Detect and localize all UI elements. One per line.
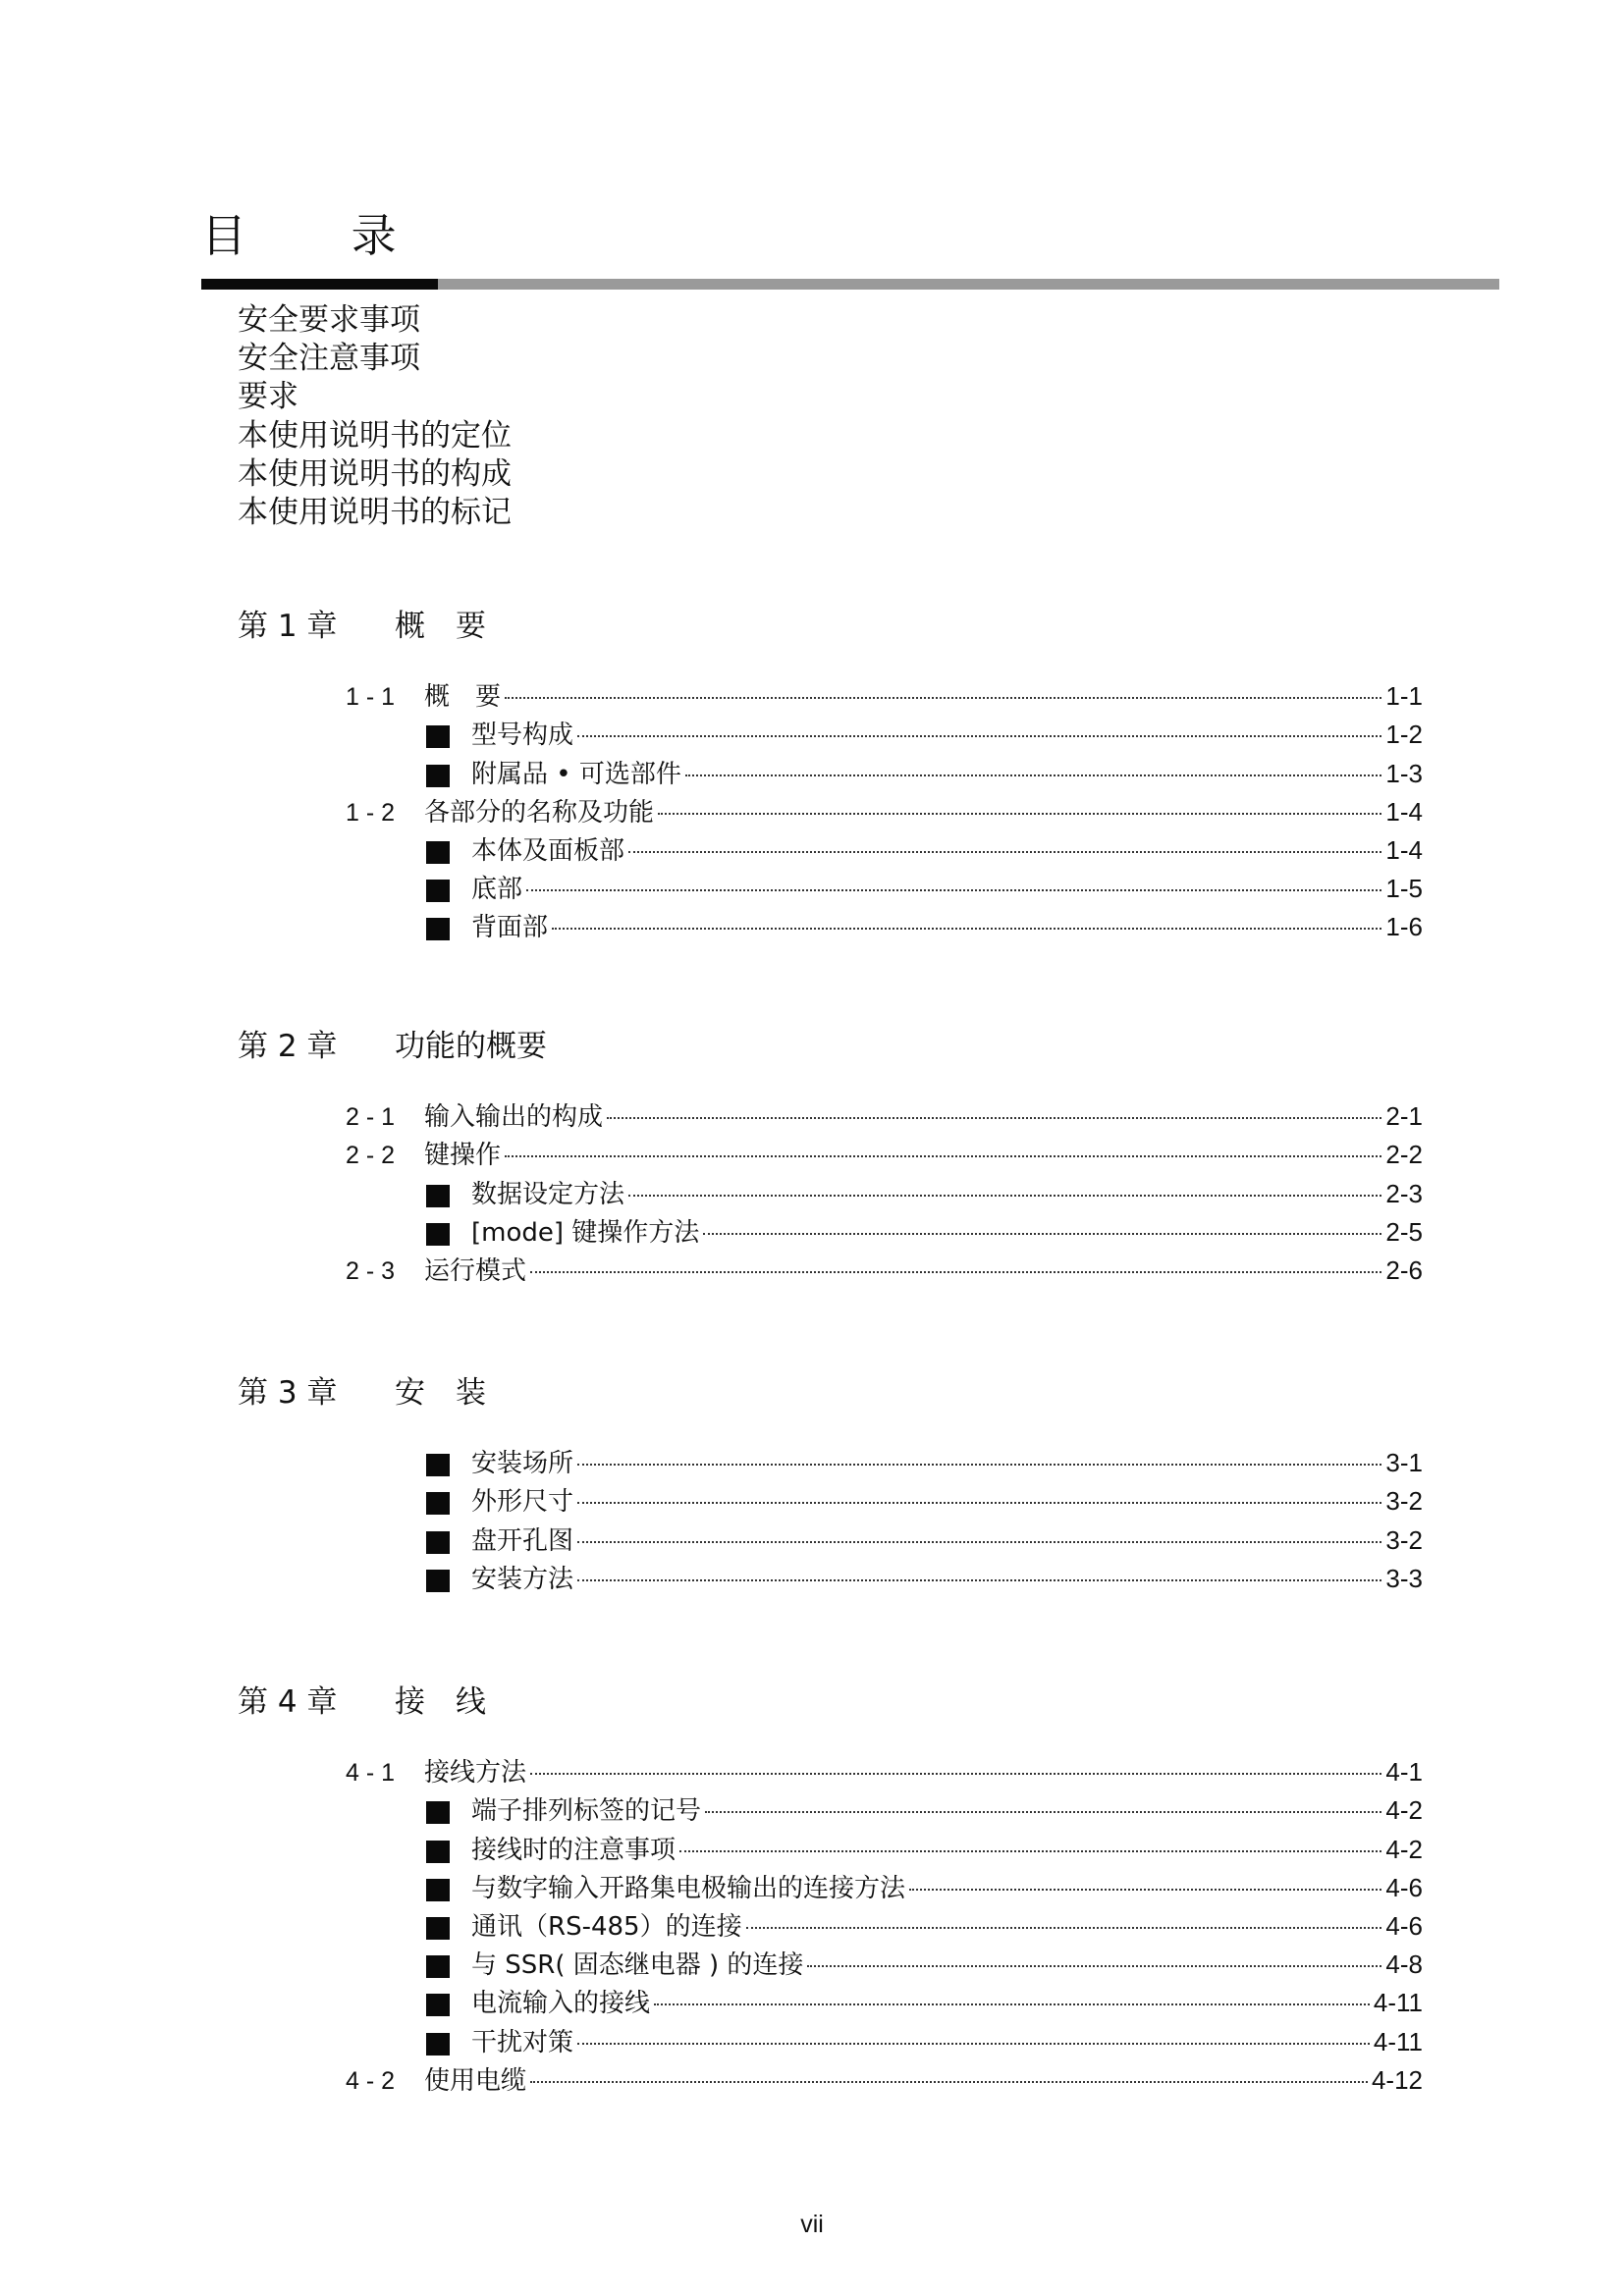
square-bullet-icon bbox=[426, 880, 450, 902]
toc-section-entry[interactable] bbox=[0, 793, 1624, 831]
square-bullet-icon bbox=[426, 918, 450, 940]
chapter-2 bbox=[0, 1027, 1624, 1290]
entry-text: 干扰对策 bbox=[471, 2027, 574, 2057]
entry-text: 接线方法 bbox=[424, 1758, 527, 1789]
entry-page-number: 4-6 bbox=[1385, 1910, 1423, 1941]
section-number: 2 - 1 bbox=[346, 1103, 396, 1132]
chapter-heading[interactable] bbox=[0, 607, 1624, 662]
entry-text: 底部 bbox=[471, 875, 523, 905]
entry-line bbox=[471, 2025, 1423, 2059]
entry-text: 外形尺寸 bbox=[471, 1487, 574, 1518]
toc-subentry[interactable] bbox=[0, 1482, 1624, 1521]
dot-leader bbox=[505, 1155, 1381, 1157]
square-bullet-icon bbox=[426, 725, 450, 748]
chapter-title: 概 要 bbox=[395, 609, 486, 644]
toc-section-entry[interactable] bbox=[0, 677, 1624, 716]
entry-text: 通讯（RS-485）的连接 bbox=[471, 1911, 742, 1942]
entry-line bbox=[424, 679, 1423, 714]
entry-line bbox=[471, 1562, 1423, 1596]
entry-page-number: 4-11 bbox=[1373, 1988, 1423, 2018]
preface-item[interactable]: 要求 bbox=[238, 379, 298, 415]
toc-subentry[interactable] bbox=[0, 1830, 1624, 1868]
dot-leader bbox=[703, 1233, 1381, 1235]
square-bullet-icon bbox=[426, 2033, 450, 2056]
toc-subentry[interactable] bbox=[0, 1869, 1624, 1907]
square-bullet-icon bbox=[426, 1454, 450, 1476]
entry-page-number: 3-3 bbox=[1385, 1563, 1423, 1593]
entry-line bbox=[424, 2063, 1423, 2098]
toc-entries bbox=[0, 1753, 1624, 2100]
entry-page-number: 2-5 bbox=[1385, 1216, 1423, 1247]
square-bullet-icon bbox=[426, 1801, 450, 1824]
entry-text: 数据设定方法 bbox=[471, 1179, 625, 1209]
entry-text: 各部分的名称及功能 bbox=[424, 797, 655, 828]
entry-page-number: 4-8 bbox=[1385, 1949, 1423, 1980]
chapter-heading[interactable] bbox=[0, 1373, 1624, 1428]
dot-leader bbox=[685, 774, 1382, 776]
chapter-number: 第 3 章 bbox=[238, 1375, 338, 1411]
toc-subentry[interactable] bbox=[0, 870, 1624, 908]
square-bullet-icon bbox=[426, 1223, 450, 1246]
dot-leader bbox=[577, 735, 1381, 737]
entry-line bbox=[471, 757, 1423, 791]
entry-text: 端子排列标签的记号 bbox=[471, 1796, 702, 1827]
entry-line bbox=[471, 833, 1423, 868]
entry-text: 本体及面板部 bbox=[471, 835, 625, 866]
section-number: 4 - 2 bbox=[346, 2066, 396, 2095]
entry-text: [mode] 键操作方法 bbox=[471, 1217, 700, 1248]
dot-leader bbox=[505, 697, 1381, 699]
entry-line bbox=[471, 1523, 1423, 1558]
entry-page-number: 3-1 bbox=[1385, 1448, 1423, 1478]
chapter-number: 第 2 章 bbox=[238, 1029, 338, 1064]
chapter-title: 接 线 bbox=[395, 1684, 486, 1720]
entry-page-number: 1-2 bbox=[1385, 720, 1423, 750]
preface-list bbox=[238, 301, 512, 532]
chapter-heading[interactable] bbox=[0, 1682, 1624, 1737]
preface-item[interactable]: 本使用说明书的构成 bbox=[238, 455, 512, 492]
square-bullet-icon bbox=[426, 1841, 450, 1863]
entry-text: 与 SSR( 固态继电器 ) 的连接 bbox=[471, 1950, 804, 1981]
entry-page-number: 1-5 bbox=[1385, 874, 1423, 904]
dot-leader bbox=[628, 851, 1381, 853]
toc-section-entry[interactable] bbox=[0, 1097, 1624, 1136]
dot-leader bbox=[909, 1889, 1381, 1891]
entry-page-number: 4-12 bbox=[1371, 2064, 1423, 2095]
section-number: 2 - 3 bbox=[346, 1256, 396, 1285]
entry-text: 接线时的注意事项 bbox=[471, 1835, 677, 1865]
dot-leader bbox=[628, 1195, 1381, 1197]
dot-leader bbox=[746, 1927, 1382, 1929]
toc-subentry[interactable] bbox=[0, 1521, 1624, 1559]
dot-leader bbox=[577, 1464, 1381, 1466]
entry-line bbox=[471, 1177, 1423, 1211]
entry-page-number: 3-2 bbox=[1385, 1486, 1423, 1517]
preface-item[interactable]: 本使用说明书的定位 bbox=[238, 417, 512, 454]
preface-item[interactable]: 安全要求事项 bbox=[238, 302, 420, 338]
entry-line bbox=[471, 910, 1423, 944]
entry-line bbox=[424, 1755, 1423, 1789]
entry-text: 盘开孔图 bbox=[471, 1525, 574, 1556]
entry-text: 键操作 bbox=[424, 1141, 502, 1171]
chapter-number: 第 1 章 bbox=[238, 609, 338, 644]
dot-leader bbox=[705, 1811, 1381, 1813]
page-number: vii bbox=[800, 2211, 824, 2238]
entry-page-number: 2-3 bbox=[1385, 1178, 1423, 1208]
chapter-4 bbox=[0, 1682, 1624, 2100]
toc-entries bbox=[0, 1444, 1624, 1598]
title-rule bbox=[201, 279, 1499, 290]
chapter-number: 第 4 章 bbox=[238, 1684, 338, 1720]
entry-page-number: 4-6 bbox=[1385, 1872, 1423, 1902]
entry-line bbox=[424, 1099, 1423, 1134]
dot-leader bbox=[530, 2081, 1368, 2083]
square-bullet-icon bbox=[426, 765, 450, 787]
toc-section-entry[interactable] bbox=[0, 1753, 1624, 1791]
toc-section-entry[interactable] bbox=[0, 1252, 1624, 1290]
entry-page-number: 2-1 bbox=[1385, 1101, 1423, 1132]
dot-leader bbox=[577, 1579, 1381, 1581]
section-number: 2 - 2 bbox=[346, 1142, 396, 1170]
entry-text: 安装方法 bbox=[471, 1564, 574, 1594]
dot-leader bbox=[807, 1965, 1381, 1967]
dot-leader bbox=[607, 1117, 1381, 1119]
entry-line bbox=[471, 1484, 1423, 1519]
entry-line bbox=[471, 1446, 1423, 1480]
entry-page-number: 1-4 bbox=[1385, 834, 1423, 865]
entry-line bbox=[471, 718, 1423, 752]
entry-page-number: 3-2 bbox=[1385, 1524, 1423, 1555]
entry-text: 概 要 bbox=[424, 682, 502, 713]
dot-leader bbox=[577, 1502, 1381, 1504]
toc-subentry[interactable] bbox=[0, 1213, 1624, 1252]
entry-text: 背面部 bbox=[471, 913, 549, 943]
square-bullet-icon bbox=[426, 1570, 450, 1592]
chapter-title: 安 装 bbox=[395, 1375, 486, 1411]
entry-text: 输入输出的构成 bbox=[424, 1102, 604, 1133]
section-number: 4 - 1 bbox=[346, 1759, 396, 1788]
chapter-heading[interactable] bbox=[0, 1027, 1624, 1082]
entry-line bbox=[424, 795, 1423, 829]
entry-line bbox=[424, 1138, 1423, 1172]
preface-item[interactable]: 本使用说明书的标记 bbox=[238, 495, 512, 531]
entry-page-number: 2-6 bbox=[1385, 1255, 1423, 1285]
toc-entries bbox=[0, 1097, 1624, 1290]
entry-line bbox=[471, 1948, 1423, 1982]
entry-page-number: 1-4 bbox=[1385, 796, 1423, 827]
entry-page-number: 4-2 bbox=[1385, 1834, 1423, 1864]
toc-entries bbox=[0, 677, 1624, 946]
entry-line bbox=[471, 1833, 1423, 1867]
entry-page-number: 1-1 bbox=[1385, 681, 1423, 712]
square-bullet-icon bbox=[426, 1879, 450, 1901]
page-title: 目 录 bbox=[201, 209, 442, 262]
entry-page-number: 1-6 bbox=[1385, 912, 1423, 942]
toc-subentry[interactable] bbox=[0, 1560, 1624, 1598]
dot-leader bbox=[530, 1271, 1381, 1273]
dot-leader bbox=[658, 813, 1381, 815]
square-bullet-icon bbox=[426, 1492, 450, 1515]
square-bullet-icon bbox=[426, 841, 450, 864]
entry-text: 使用电缆 bbox=[424, 2065, 527, 2096]
entry-text: 附属品 • 可选部件 bbox=[471, 759, 681, 789]
entry-line bbox=[471, 1793, 1423, 1828]
square-bullet-icon bbox=[426, 1185, 450, 1207]
square-bullet-icon bbox=[426, 1994, 450, 2016]
toc-section-entry[interactable] bbox=[0, 2061, 1624, 2100]
toc-subentry[interactable] bbox=[0, 1907, 1624, 1946]
toc-subentry[interactable] bbox=[0, 754, 1624, 792]
entry-text: 与数字输入开路集电极输出的连接方法 bbox=[471, 1873, 906, 1903]
toc-subentry[interactable] bbox=[0, 1174, 1624, 1212]
dot-leader bbox=[577, 2043, 1370, 2045]
entry-line bbox=[471, 1871, 1423, 1905]
entry-line bbox=[424, 1254, 1423, 1288]
entry-text: 运行模式 bbox=[424, 1255, 527, 1286]
entry-line bbox=[471, 872, 1423, 906]
toc-subentry[interactable] bbox=[0, 908, 1624, 946]
toc-subentry[interactable] bbox=[0, 1791, 1624, 1830]
dot-leader bbox=[654, 2003, 1370, 2005]
entry-line bbox=[471, 1986, 1423, 2020]
entry-page-number: 2-2 bbox=[1385, 1140, 1423, 1170]
toc-subentry[interactable] bbox=[0, 1984, 1624, 2022]
entry-text: 电流输入的接线 bbox=[471, 1989, 651, 2019]
entry-page-number: 4-2 bbox=[1385, 1795, 1423, 1826]
entry-page-number: 1-3 bbox=[1385, 758, 1423, 788]
chapter-3 bbox=[0, 1373, 1624, 1598]
square-bullet-icon bbox=[426, 1917, 450, 1940]
entry-line bbox=[471, 1909, 1423, 1944]
section-number: 1 - 1 bbox=[346, 683, 396, 712]
entry-line bbox=[471, 1215, 1423, 1250]
entry-text: 型号构成 bbox=[471, 721, 574, 751]
toc-subentry[interactable] bbox=[0, 2022, 1624, 2060]
square-bullet-icon bbox=[426, 1531, 450, 1554]
entry-page-number: 4-1 bbox=[1385, 1757, 1423, 1788]
square-bullet-icon bbox=[426, 1955, 450, 1978]
dot-leader bbox=[530, 1773, 1381, 1775]
chapter-1 bbox=[0, 607, 1624, 946]
dot-leader bbox=[552, 928, 1381, 930]
toc-section-entry[interactable] bbox=[0, 1136, 1624, 1174]
section-number: 1 - 2 bbox=[346, 798, 396, 827]
dot-leader bbox=[577, 1541, 1381, 1543]
toc-subentry[interactable] bbox=[0, 1946, 1624, 1984]
toc-subentry[interactable] bbox=[0, 831, 1624, 870]
title-rule-grey bbox=[438, 279, 1499, 290]
entry-page-number: 4-11 bbox=[1373, 2026, 1423, 2056]
entry-text: 安装场所 bbox=[471, 1449, 574, 1479]
dot-leader bbox=[526, 889, 1381, 891]
chapter-title: 功能的概要 bbox=[395, 1029, 547, 1064]
title-rule-dark bbox=[201, 279, 438, 290]
dot-leader bbox=[679, 1850, 1381, 1852]
toc-subentry[interactable] bbox=[0, 1444, 1624, 1482]
preface-item[interactable]: 安全注意事项 bbox=[238, 341, 420, 377]
toc-subentry[interactable] bbox=[0, 716, 1624, 754]
